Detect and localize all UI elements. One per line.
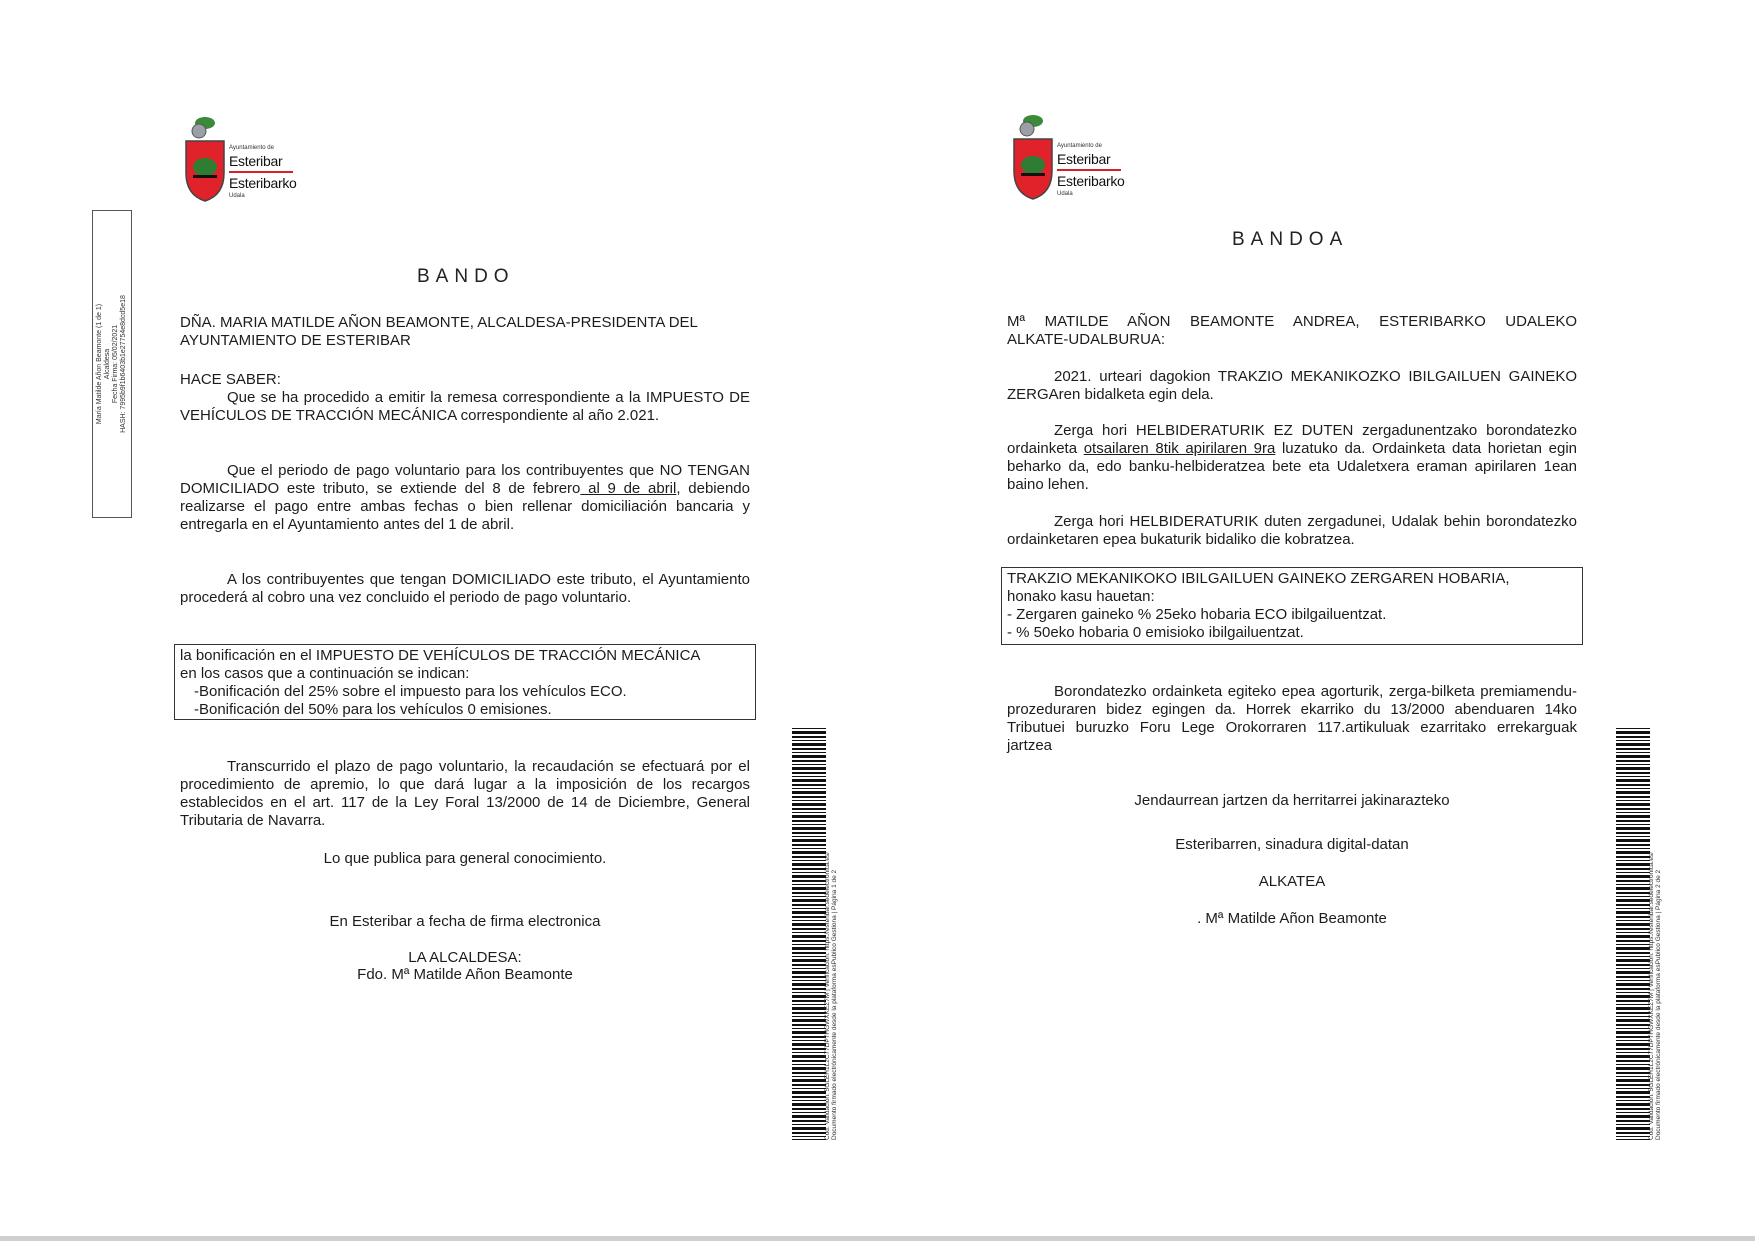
barcode-bar bbox=[792, 1124, 826, 1125]
paragraph-3-text: Zerga hori HELBIDERATURIK duten zergadunei, Udalak behin borondatezko ordainketaren epea bukaturik bidaliko die kobratzea. bbox=[1007, 513, 1577, 548]
barcode-bar bbox=[1616, 740, 1650, 741]
barcode-bar bbox=[1616, 911, 1650, 914]
barcode-bar bbox=[1616, 1115, 1650, 1118]
barcode-bar bbox=[792, 916, 826, 918]
coat-of-arms-icon bbox=[1011, 113, 1057, 203]
barcode-bar bbox=[1616, 1120, 1650, 1122]
barcode-bar bbox=[1616, 880, 1650, 882]
barcode-bar bbox=[792, 752, 826, 753]
barcode-bar bbox=[792, 1115, 826, 1118]
barcode-bar bbox=[792, 1040, 826, 1041]
barcode-bar bbox=[1616, 1139, 1650, 1140]
barcode-bar bbox=[792, 1136, 826, 1137]
barcode-bar bbox=[792, 995, 826, 998]
barcode-bar bbox=[1616, 1007, 1650, 1010]
barcode-bar bbox=[792, 947, 826, 950]
barcode-caption-line: Documento firmado electrónicamente desde la plataforma esPublico Gestiona | Página 1 de 2 bbox=[831, 869, 838, 1140]
paragraph-1-text: 2021. urteari dagokion TRAKZIO MEKANIKOZKO IBILGAILUEN GAINEKO ZERGAren bidalketa egin dela. bbox=[1007, 368, 1577, 403]
bonus-line: - % 50eko hobaria 0 emisioko ibilgailuentzat. bbox=[1007, 624, 1304, 641]
barcode-bar bbox=[792, 731, 826, 734]
barcode-bar bbox=[792, 791, 826, 794]
barcode-bar bbox=[1616, 1127, 1650, 1130]
barcode-bar bbox=[1616, 1024, 1650, 1026]
barcode-bar bbox=[1616, 908, 1650, 909]
barcode-bar bbox=[1616, 851, 1650, 854]
barcode-bar bbox=[792, 1048, 826, 1050]
barcode-bar bbox=[792, 1060, 826, 1062]
barcode-bar bbox=[1616, 928, 1650, 930]
barcode-bar bbox=[1616, 920, 1650, 921]
barcode-bar bbox=[1616, 1076, 1650, 1077]
publish-note: Jendaurrean jartzen da herritarrei jakinarazteko bbox=[1134, 792, 1450, 809]
barcode-bar bbox=[792, 944, 826, 945]
barcode-bar bbox=[1616, 1016, 1650, 1017]
coat-of-arms-icon bbox=[183, 115, 229, 205]
barcode-bar bbox=[792, 1019, 826, 1022]
barcode-bar bbox=[792, 812, 826, 813]
barcode-bar bbox=[792, 767, 826, 770]
barcode-bar bbox=[792, 776, 826, 777]
barcode-bar bbox=[792, 824, 826, 825]
barcode-bar bbox=[1616, 860, 1650, 861]
barcode-bar bbox=[792, 1088, 826, 1089]
place-date: Esteribarren, sinadura digital-datan bbox=[1175, 836, 1409, 853]
scan-bottom-edge bbox=[0, 1236, 1755, 1241]
barcode-bar bbox=[792, 1004, 826, 1005]
barcode-bar bbox=[792, 748, 826, 750]
paragraph-2 bbox=[1007, 422, 1577, 494]
paragraph-2-text: luzatuko da. Ordainketa data horietan egin beharko da, edo banku-helbideratzea bete eta Udaletxera eraman apirilaren 1ean baino lehen. bbox=[1007, 440, 1577, 493]
bonus-line: TRAKZIO MEKANIKOKO IBILGAILUEN GAINEKO ZERGAREN HOBARIA, bbox=[1007, 570, 1510, 587]
barcode-bar bbox=[1616, 1067, 1650, 1070]
logo-small-label: Ayuntamiento de bbox=[1057, 143, 1102, 149]
paragraph-4 bbox=[180, 758, 750, 830]
barcode-bar bbox=[792, 872, 826, 873]
barcode-bar bbox=[1616, 772, 1650, 774]
paragraph-2-dates: otsailaren 8tik apirilaren 9ra bbox=[1083, 440, 1276, 457]
barcode-bar bbox=[792, 875, 826, 878]
municipality-logo bbox=[1011, 113, 1151, 213]
barcode-bar bbox=[792, 800, 826, 801]
barcode-bar bbox=[1616, 1004, 1650, 1005]
barcode-bar bbox=[1616, 784, 1650, 786]
barcode-bar bbox=[792, 808, 826, 810]
barcode-bar bbox=[1616, 836, 1650, 837]
logo-name-es: Esteribar bbox=[229, 153, 283, 169]
barcode-bar bbox=[792, 887, 826, 890]
barcode-bar bbox=[792, 860, 826, 861]
barcode-bar bbox=[1616, 788, 1650, 789]
barcode-bar bbox=[1616, 803, 1650, 806]
bonus-line: la bonificación en el IMPUESTO DE VEHÍCULOS DE TRACCIÓN MECÁNICA bbox=[180, 647, 701, 664]
barcode-bar bbox=[792, 976, 826, 978]
barcode-bar bbox=[792, 856, 826, 858]
barcode-bar bbox=[1616, 992, 1650, 993]
barcode-bar bbox=[792, 779, 826, 782]
signature-stamp-text bbox=[96, 214, 128, 514]
barcode-bar bbox=[1616, 868, 1650, 870]
barcode-bar bbox=[1616, 815, 1650, 818]
barcode-bar bbox=[1616, 755, 1650, 758]
barcode-bar bbox=[792, 884, 826, 885]
barcode-bar bbox=[792, 1036, 826, 1038]
barcode-bar bbox=[1616, 839, 1650, 842]
barcode-bar bbox=[1616, 932, 1650, 933]
issuer-line: DÑA. MARIA MATILDE AÑON BEAMONTE, ALCALDESA-PRESIDENTA DEL bbox=[180, 314, 698, 331]
barcode-bar bbox=[792, 911, 826, 914]
barcode-bar bbox=[792, 1000, 826, 1002]
barcode-bar bbox=[792, 971, 826, 974]
barcode-bar bbox=[1616, 796, 1650, 798]
barcode-bar bbox=[792, 983, 826, 986]
barcode-bar bbox=[792, 1091, 826, 1094]
barcode-bar bbox=[792, 959, 826, 962]
barcode-bar bbox=[792, 892, 826, 894]
barcode-bar bbox=[792, 1072, 826, 1074]
barcode-bar bbox=[792, 1055, 826, 1058]
barcode-bar bbox=[1616, 1043, 1650, 1046]
signer-name: Fdo. Mª Matilde Añon Beamonte bbox=[357, 966, 573, 983]
barcode-bar bbox=[792, 868, 826, 870]
barcode-bar bbox=[1616, 767, 1650, 770]
page-title: BANDO bbox=[417, 266, 515, 287]
barcode-bar bbox=[792, 880, 826, 882]
bonus-line: en los casos que a continuación se indican: bbox=[180, 665, 470, 682]
paragraph-2-dates: al 9 de abril bbox=[580, 480, 677, 497]
barcode-bar bbox=[1616, 824, 1650, 825]
barcode-bar bbox=[792, 796, 826, 798]
logo-divider bbox=[229, 171, 293, 173]
barcode-bar bbox=[792, 736, 826, 738]
barcode-bar bbox=[792, 920, 826, 921]
barcode-bar bbox=[1616, 1040, 1650, 1041]
stamp-line: Fecha Firma: 05/02/2021 bbox=[112, 324, 119, 404]
barcode-bar bbox=[1616, 964, 1650, 966]
stamp-line: María Matilde Añon Beamonte (1 de 1) bbox=[96, 303, 103, 425]
barcode-bar bbox=[1616, 776, 1650, 777]
bonus-line: -Bonificación del 50% para los vehículos 0 emisiones. bbox=[194, 701, 552, 718]
barcode-bar bbox=[792, 851, 826, 854]
issuer-line: ALKATE-UDALBURUA: bbox=[1007, 331, 1166, 348]
barcode-bar bbox=[1616, 968, 1650, 969]
signer-title: LA ALCALDESA: bbox=[408, 949, 522, 966]
logo-sub-label: Udala bbox=[1057, 191, 1073, 197]
barcode-bar bbox=[1616, 872, 1650, 873]
barcode-bar bbox=[1616, 791, 1650, 794]
barcode-bar bbox=[1616, 1088, 1650, 1089]
validation-barcode bbox=[1616, 728, 1650, 1140]
barcode-bar bbox=[792, 904, 826, 906]
stamp-line: Alcaldesa bbox=[104, 348, 111, 380]
barcode-bar bbox=[792, 839, 826, 842]
bonus-line: - Zergaren gaineko % 25eko hobaria ECO ibilgailuentzat. bbox=[1007, 606, 1387, 623]
paragraph-4 bbox=[1007, 683, 1577, 755]
barcode-bar bbox=[792, 1112, 826, 1113]
barcode-bar bbox=[792, 844, 826, 846]
barcode-bar bbox=[792, 820, 826, 822]
announcement-body bbox=[180, 371, 750, 425]
hace-saber-label: HACE SABER: bbox=[180, 371, 281, 388]
page-title: BANDOA bbox=[1232, 229, 1349, 250]
paragraph-1 bbox=[1007, 368, 1577, 404]
barcode-bar bbox=[1616, 1019, 1650, 1022]
barcode-caption-line: Documento firmado electrónicamente desde la plataforma esPublico Gestiona | Página 2 de 2 bbox=[1655, 869, 1662, 1140]
barcode-bar bbox=[1616, 916, 1650, 918]
barcode-bar bbox=[792, 1120, 826, 1122]
logo-name-es: Esteribar bbox=[1057, 151, 1111, 167]
barcode-bar bbox=[1616, 736, 1650, 738]
barcode-bar bbox=[792, 772, 826, 774]
barcode-bar bbox=[792, 1139, 826, 1140]
barcode-bar bbox=[792, 815, 826, 818]
paragraph-1: Que se ha procedido a emitir la remesa correspondiente a la IMPUESTO DE VEHÍCULOS DE TRACCIÓN MECÁNICA correspondiente al año 2.021. bbox=[180, 389, 750, 424]
barcode-bar bbox=[792, 940, 826, 942]
paragraph-4-text: Borondatezko ordainketa egiteko epea agorturik, zerga-bilketa premiamendu-prozeduraren bidez egingen da. Horrek ekarriko du 13/2000 abenduaren 14ko Tributuei buruzko Foru Lege Orokorraren 117.artikuluak ezarritako errekarguak jartzea bbox=[1007, 683, 1577, 754]
barcode-bar bbox=[792, 952, 826, 954]
paragraph-2-text: Zerga hori HELBIDERATURIK EZ DUTEN zergadunentzako borondatezko ordainketa bbox=[1007, 422, 1577, 457]
barcode-bar bbox=[1616, 959, 1650, 962]
barcode-bar bbox=[1616, 1052, 1650, 1053]
issuer-line: AYUNTAMIENTO DE ESTERIBAR bbox=[180, 332, 411, 349]
barcode-bar bbox=[1616, 1091, 1650, 1094]
stamp-line: HASH: 7995b9f1b6403b1e27754e8dcd5e18 bbox=[120, 295, 127, 433]
barcode-bar bbox=[792, 788, 826, 789]
barcode-bar bbox=[1616, 956, 1650, 957]
barcode-bar bbox=[792, 1100, 826, 1101]
barcode-bar bbox=[792, 1064, 826, 1065]
barcode-bar bbox=[1616, 1064, 1650, 1065]
barcode-bar bbox=[1616, 983, 1650, 986]
barcode-bar bbox=[792, 1103, 826, 1106]
barcode-bar bbox=[1616, 944, 1650, 945]
barcode-bar bbox=[792, 1079, 826, 1082]
barcode-bar bbox=[792, 1132, 826, 1134]
barcode-bar bbox=[1616, 863, 1650, 866]
barcode-bar bbox=[1616, 752, 1650, 753]
paragraph-2 bbox=[180, 462, 750, 534]
barcode-caption-line: Cód. Validación: 5GLEH1L2C77DP7HGWXKEZ7M | Verificación: https://esteribar.sedelectronica.es/ bbox=[824, 851, 831, 1140]
bonus-line: -Bonificación del 25% sobre el impuesto para los vehículos ECO. bbox=[194, 683, 627, 700]
barcode-bar bbox=[1616, 884, 1650, 885]
barcode-caption bbox=[824, 728, 846, 1140]
barcode-bar bbox=[1616, 875, 1650, 878]
barcode-bar bbox=[1616, 935, 1650, 938]
barcode-bar bbox=[792, 863, 826, 866]
barcode-bar bbox=[792, 1076, 826, 1077]
barcode-bar bbox=[1616, 743, 1650, 746]
barcode-bar bbox=[1616, 820, 1650, 822]
barcode-bar bbox=[1616, 887, 1650, 890]
barcode-bar bbox=[792, 760, 826, 762]
barcode-bar bbox=[792, 827, 826, 830]
barcode-bar bbox=[792, 755, 826, 758]
barcode-bar bbox=[1616, 764, 1650, 765]
barcode-bar bbox=[792, 1096, 826, 1098]
paragraph-4-text: Transcurrido el plazo de pago voluntario, la recaudación se efectuará por el procedimiento de apremio, lo que dará lugar a la imposición de los recargos establecidos en el art. 117 de la Ley Foral 13/2000 de 14 de Diciembre, General Tributaria de Navarra. bbox=[180, 758, 750, 829]
barcode-bar bbox=[792, 1028, 826, 1029]
barcode-caption bbox=[1648, 728, 1670, 1140]
barcode-bar bbox=[1616, 899, 1650, 902]
bonus-box bbox=[1001, 567, 1583, 645]
barcode-bar bbox=[1616, 812, 1650, 813]
barcode-bar bbox=[1616, 923, 1650, 926]
logo-sub-label: Udala bbox=[229, 193, 245, 199]
barcode-bar bbox=[792, 988, 826, 990]
barcode-bar bbox=[1616, 976, 1650, 978]
barcode-bar bbox=[1616, 1084, 1650, 1086]
barcode-bar bbox=[1616, 1000, 1650, 1002]
barcode-bar bbox=[1616, 980, 1650, 981]
barcode-bar bbox=[792, 956, 826, 957]
barcode-bar bbox=[1616, 808, 1650, 810]
barcode-bar bbox=[1616, 1108, 1650, 1110]
barcode-bar bbox=[1616, 1096, 1650, 1098]
barcode-bar bbox=[792, 935, 826, 938]
barcode-bar bbox=[792, 1084, 826, 1086]
page-basque bbox=[878, 0, 1755, 1241]
barcode-bar bbox=[792, 1127, 826, 1130]
barcode-bar bbox=[792, 896, 826, 897]
signer-name: . Mª Matilde Añon Beamonte bbox=[1197, 910, 1387, 927]
barcode-bar bbox=[1616, 1028, 1650, 1029]
barcode-bar bbox=[792, 968, 826, 969]
barcode-bar bbox=[1616, 971, 1650, 974]
barcode-bar bbox=[1616, 1079, 1650, 1082]
barcode-bar bbox=[1616, 728, 1650, 729]
barcode-bar bbox=[792, 848, 826, 849]
barcode-bar bbox=[1616, 904, 1650, 906]
paragraph-2-text: , debiendo realizarse el pago entre ambas fechas o bien rellenar domiciliación bancaria y entregarla en el Ayuntamiento antes del 1 de abril. bbox=[180, 480, 750, 533]
barcode-bar bbox=[792, 992, 826, 993]
barcode-bar bbox=[1616, 1072, 1650, 1074]
municipality-logo bbox=[183, 115, 323, 215]
barcode-bar bbox=[1616, 832, 1650, 834]
barcode-bar bbox=[792, 1067, 826, 1070]
barcode-bar bbox=[1616, 800, 1650, 801]
logo-small-label: Ayuntamiento de bbox=[229, 145, 274, 151]
barcode-bar bbox=[1616, 1055, 1650, 1058]
barcode-bar bbox=[792, 784, 826, 786]
barcode-bar bbox=[1616, 1036, 1650, 1038]
paragraph-2-text: Que el periodo de pago voluntario para los contribuyentes que NO TENGAN DOMICILIADO este tributo, se extiende del 8 de febrero bbox=[180, 462, 750, 497]
signature-stamp bbox=[92, 210, 132, 518]
bonus-box bbox=[174, 644, 756, 720]
barcode-bar bbox=[1616, 995, 1650, 998]
logo-name-eu: Esteribarko bbox=[1057, 173, 1125, 189]
barcode-bar bbox=[792, 743, 826, 746]
barcode-bar bbox=[1616, 844, 1650, 846]
barcode-bar bbox=[792, 728, 826, 729]
barcode-bar bbox=[1616, 856, 1650, 858]
barcode-bar bbox=[1616, 1012, 1650, 1014]
barcode-bar bbox=[792, 803, 826, 806]
barcode-bar bbox=[792, 908, 826, 909]
barcode-bar bbox=[1616, 1136, 1650, 1137]
barcode-bar bbox=[792, 1016, 826, 1017]
barcode-bar bbox=[792, 764, 826, 765]
place-date: En Esteribar a fecha de firma electronica bbox=[329, 913, 601, 930]
paragraph-3 bbox=[1007, 513, 1577, 549]
issuer bbox=[180, 314, 750, 350]
bonus-line: honako kasu hauetan: bbox=[1007, 588, 1155, 605]
barcode-bar bbox=[792, 832, 826, 834]
barcode-bar bbox=[792, 740, 826, 741]
barcode-bar bbox=[1616, 1060, 1650, 1062]
barcode-bar bbox=[792, 932, 826, 933]
barcode-bar bbox=[1616, 760, 1650, 762]
barcode-bar bbox=[792, 1108, 826, 1110]
paragraph-3 bbox=[180, 571, 750, 607]
barcode-bar bbox=[1616, 1112, 1650, 1113]
barcode-bar bbox=[792, 964, 826, 966]
barcode-bar bbox=[1616, 896, 1650, 897]
signer-title: ALKATEA bbox=[1258, 873, 1326, 890]
barcode-bar bbox=[1616, 827, 1650, 830]
logo-divider bbox=[1057, 169, 1121, 171]
barcode-bar bbox=[1616, 892, 1650, 894]
barcode-bar bbox=[792, 928, 826, 930]
logo-name-eu: Esteribarko bbox=[229, 175, 297, 191]
paragraph-3-text: A los contribuyentes que tengan DOMICILIADO este tributo, el Ayuntamiento procederá al cobro una vez concluido el periodo de pago voluntario. bbox=[180, 571, 750, 606]
barcode-bar bbox=[1616, 731, 1650, 734]
barcode-bar bbox=[1616, 1031, 1650, 1034]
barcode-bar bbox=[792, 836, 826, 837]
barcode-bar bbox=[792, 923, 826, 926]
publish-note: Lo que publica para general conocimiento. bbox=[323, 850, 607, 867]
barcode-bar bbox=[792, 980, 826, 981]
barcode-bar bbox=[1616, 748, 1650, 750]
barcode-bar bbox=[792, 1007, 826, 1010]
issuer bbox=[1007, 313, 1577, 349]
barcode-bar bbox=[792, 1043, 826, 1046]
barcode-bar bbox=[792, 1031, 826, 1034]
barcode-bar bbox=[1616, 1132, 1650, 1134]
barcode-bar bbox=[792, 1012, 826, 1014]
validation-barcode bbox=[792, 728, 826, 1140]
barcode-bar bbox=[1616, 1048, 1650, 1050]
issuer-line: Mª MATILDE AÑON BEAMONTE ANDREA, ESTERIBARKO UDALEKO bbox=[1007, 313, 1577, 330]
barcode-bar bbox=[1616, 1100, 1650, 1101]
barcode-bar bbox=[1616, 940, 1650, 942]
barcode-bar bbox=[1616, 988, 1650, 990]
barcode-bar bbox=[1616, 1124, 1650, 1125]
barcode-bar bbox=[1616, 779, 1650, 782]
barcode-bar bbox=[1616, 947, 1650, 950]
barcode-bar bbox=[792, 1052, 826, 1053]
barcode-bar bbox=[1616, 1103, 1650, 1106]
barcode-caption-line: Cód. Validación: 5GLEH1L2C77DP7HGWXKEZ7M | Verificación: https://esteribar.sedelectronica.es/ bbox=[1648, 851, 1655, 1140]
barcode-bar bbox=[1616, 952, 1650, 954]
barcode-bar bbox=[1616, 848, 1650, 849]
barcode-bar bbox=[792, 1024, 826, 1026]
barcode-bar bbox=[792, 899, 826, 902]
